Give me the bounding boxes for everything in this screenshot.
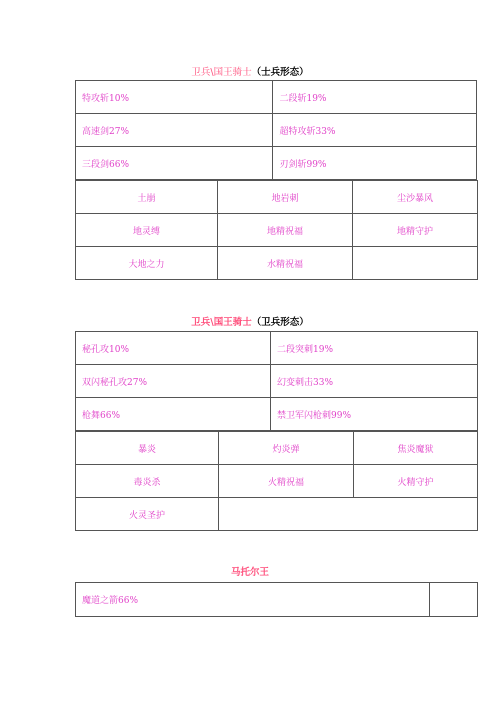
section1-title [0,66,500,80]
skill-cell: 秘孔攻10% [76,332,271,365]
skill-cell: 特攻斩10% [76,81,273,114]
spell-cell: 火精祝福 [219,465,354,498]
table-row [76,81,477,114]
skill-cell: 幻变刺击33% [271,365,478,398]
table-row [76,432,478,465]
spell-cell: 地岩刺 [218,181,353,214]
skill-cell: 高速剑27% [76,114,273,147]
spell-cell: 土崩 [76,181,218,214]
section2-title [0,316,500,330]
spell-cell: 毒炎杀 [76,465,219,498]
section2-skill-table [75,331,478,431]
empty-cell [430,583,478,617]
spell-cell: 大地之力 [76,247,218,280]
table-row [76,583,478,617]
section3-skill-table [75,582,478,617]
skill-cell: 超特攻斩33% [273,114,477,147]
spell-cell: 火灵圣护 [76,498,219,531]
spell-cell: 尘沙暴风 [353,181,478,214]
spell-cell: 地灵缚 [76,214,218,247]
spell-cell: 焦炎魔狱 [354,432,478,465]
section3-title-name: 马托尔王 [230,567,269,578]
spell-cell: 地精祝福 [218,214,353,247]
section1-spell-table [75,180,478,280]
table-row [76,398,478,431]
skill-cell: 魔道之箭66% [76,583,430,617]
spell-cell: 火精守护 [354,465,478,498]
table-row [76,147,477,180]
table-row [76,181,478,214]
section1-skill-table [75,80,477,180]
skill-cell: 三段剑66% [76,147,273,180]
table-row [76,114,477,147]
section1-title-form: （士兵形态） [251,67,309,78]
skill-cell: 枪舞66% [76,398,271,431]
section2-spell-table [75,431,478,531]
spell-cell: 暴炎 [76,432,219,465]
table-row [76,498,478,531]
skill-cell: 刃剑斩99% [273,147,477,180]
skill-cell: 二段突刺19% [271,332,478,365]
table-row [76,465,478,498]
skill-cell: 禁卫军闪枪刺99% [271,398,478,431]
section1-title-name: 卫兵\国王骑士 [191,67,252,78]
table-row [76,332,478,365]
empty-cell [219,498,478,531]
empty-cell [353,247,478,280]
spell-cell: 地精守护 [353,214,478,247]
section2-title-name: 卫兵\国王骑士 [191,317,252,328]
section2-title-form: （卫兵形态） [251,317,309,328]
skill-cell: 双闪秘孔攻27% [76,365,271,398]
section3-title [0,566,500,580]
spell-cell: 水精祝福 [218,247,353,280]
table-row [76,214,478,247]
table-row [76,247,478,280]
skill-cell: 二段斩19% [273,81,477,114]
spell-cell: 灼炎弹 [219,432,354,465]
table-row [76,365,478,398]
